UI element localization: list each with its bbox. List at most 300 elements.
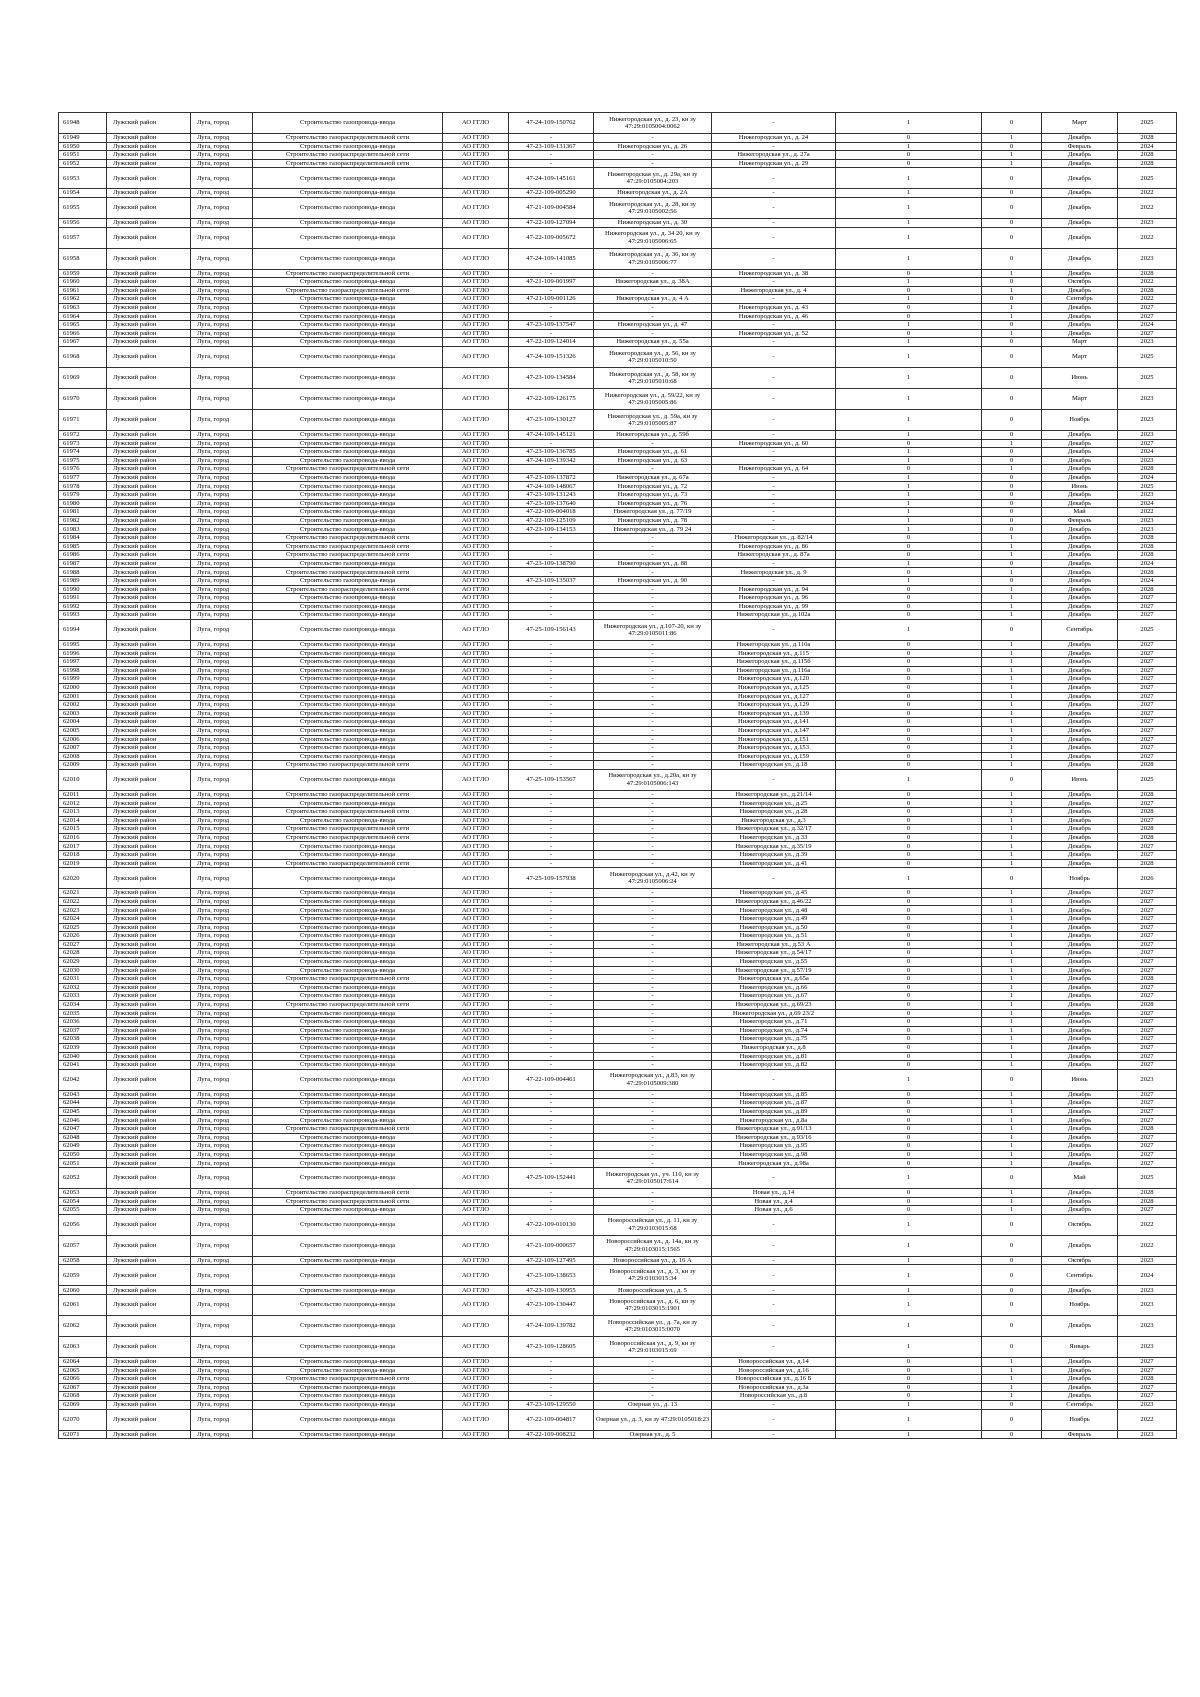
address-cell: Нижегородская ул., д. 46 [712, 312, 836, 321]
flag-2-cell: 1 [982, 889, 1042, 898]
year-cell: 2027 [1118, 842, 1177, 851]
application-number-cell: - [509, 611, 594, 620]
application-number-cell: - [509, 735, 594, 744]
organization-cell: АО ГГЛО [443, 491, 509, 500]
district-cell: Лужский район [107, 1052, 191, 1061]
object-address-cell: - [594, 992, 712, 1001]
work-type-cell: Строительство газораспределительной сети [253, 1375, 443, 1384]
application-number-cell: 47-24-109-145121 [509, 430, 594, 439]
flag-1-cell: 1 [836, 491, 982, 500]
object-address-cell: Нижегородская ул., д. 90 [594, 577, 712, 586]
district-cell: Лужский район [107, 227, 191, 248]
table-row [59, 227, 1177, 248]
year-cell: 2023 [1118, 491, 1177, 500]
flag-1-cell: 0 [836, 1035, 982, 1044]
flag-1-cell: 1 [836, 525, 982, 534]
organization-cell: АО ГГЛО [443, 915, 509, 924]
year-cell: 2025 [1118, 482, 1177, 491]
flag-1-cell: 1 [836, 278, 982, 287]
id-cell: 62038 [59, 1035, 107, 1044]
flag-1-cell: 0 [836, 859, 982, 868]
work-type-cell: Строительство газопровода-ввода [253, 906, 443, 915]
address-cell: Нижегородская ул., д.74 [712, 1026, 836, 1035]
locality-cell: Луга, город [191, 1052, 253, 1061]
flag-2-cell: 0 [982, 278, 1042, 287]
application-number-cell: - [509, 649, 594, 658]
month-cell: Декабрь [1042, 1009, 1118, 1018]
work-type-cell: Строительство газопровода-ввода [253, 1400, 443, 1409]
address-cell: Нижегородская ул., д.35/19 [712, 842, 836, 851]
flag-1-cell: 1 [836, 1286, 982, 1295]
address-cell: Нижегородская ул., д.45 [712, 889, 836, 898]
address-cell: Нижегородская ул., д. 87а [712, 551, 836, 560]
table-row [59, 889, 1177, 898]
district-cell: Лужский район [107, 286, 191, 295]
year-cell: 2027 [1118, 1383, 1177, 1392]
year-cell: 2028 [1118, 568, 1177, 577]
table-row [59, 321, 1177, 330]
application-number-cell: 47-24-109-139782 [509, 1316, 594, 1337]
application-number-cell: - [509, 799, 594, 808]
month-cell: Декабрь [1042, 808, 1118, 817]
id-cell: 62005 [59, 726, 107, 735]
application-number-cell: 47-23-109-135037 [509, 577, 594, 586]
address-cell: - [712, 1214, 836, 1235]
year-cell: 2027 [1118, 312, 1177, 321]
flag-1-cell: 0 [836, 761, 982, 770]
year-cell: 2028 [1118, 808, 1177, 817]
address-cell: Нижегородская ул., д.102а [712, 611, 836, 620]
id-cell: 62003 [59, 709, 107, 718]
locality-cell: Луга, город [191, 692, 253, 701]
object-address-cell: - [594, 1159, 712, 1168]
year-cell: 2027 [1118, 683, 1177, 692]
address-cell: Новороссийская ул., д.8 [712, 1392, 836, 1401]
id-cell: 62063 [59, 1337, 107, 1358]
id-cell: 62010 [59, 769, 107, 790]
flag-1-cell: 1 [836, 248, 982, 269]
locality-cell: Луга, город [191, 1107, 253, 1116]
application-number-cell: 47-23-109-128605 [509, 1337, 594, 1358]
flag-1-cell: 0 [836, 932, 982, 941]
organization-cell: АО ГГЛО [443, 499, 509, 508]
object-address-cell: - [594, 851, 712, 860]
organization-cell: АО ГГЛО [443, 1214, 509, 1235]
organization-cell: АО ГГЛО [443, 1061, 509, 1070]
year-cell: 2027 [1118, 649, 1177, 658]
locality-cell: Луга, город [191, 1316, 253, 1337]
locality-cell: Луга, город [191, 889, 253, 898]
address-cell: - [712, 456, 836, 465]
organization-cell: АО ГГЛО [443, 473, 509, 482]
year-cell: 2027 [1118, 640, 1177, 649]
table-row [59, 1009, 1177, 1018]
work-type-cell: Строительство газопровода-ввода [253, 1168, 443, 1189]
object-address-cell: - [594, 790, 712, 799]
address-cell: - [712, 577, 836, 586]
work-type-cell: Строительство газопровода-ввода [253, 949, 443, 958]
flag-1-cell: 0 [836, 1133, 982, 1142]
organization-cell: АО ГГЛО [443, 134, 509, 143]
address-cell: Нижегородская ул., д. 86 [712, 542, 836, 551]
year-cell: 2027 [1118, 940, 1177, 949]
flag-2-cell: 1 [982, 465, 1042, 474]
district-cell: Лужский район [107, 1295, 191, 1316]
locality-cell: Луга, город [191, 923, 253, 932]
work-type-cell: Строительство газопровода-ввода [253, 1035, 443, 1044]
locality-cell: Луга, город [191, 551, 253, 560]
year-cell: 2028 [1118, 534, 1177, 543]
locality-cell: Луга, город [191, 769, 253, 790]
month-cell: Декабрь [1042, 456, 1118, 465]
year-cell: 2028 [1118, 151, 1177, 160]
flag-1-cell: 0 [836, 983, 982, 992]
locality-cell: Луга, город [191, 1375, 253, 1384]
work-type-cell: Строительство газопровода-ввода [253, 983, 443, 992]
organization-cell: АО ГГЛО [443, 940, 509, 949]
table-row [59, 1316, 1177, 1337]
object-address-cell: - [594, 683, 712, 692]
year-cell: 2027 [1118, 1159, 1177, 1168]
table-row [59, 1099, 1177, 1108]
locality-cell: Луга, город [191, 134, 253, 143]
organization-cell: АО ГГЛО [443, 1392, 509, 1401]
table-row [59, 329, 1177, 338]
flag-2-cell: 1 [982, 1043, 1042, 1052]
application-number-cell: 47-21-109-001997 [509, 278, 594, 287]
locality-cell: Луга, город [191, 1000, 253, 1009]
table-row [59, 542, 1177, 551]
address-cell: Нижегородская ул., д.25 [712, 799, 836, 808]
table-row [59, 525, 1177, 534]
flag-1-cell: 1 [836, 516, 982, 525]
work-type-cell: Строительство газопровода-ввода [253, 1159, 443, 1168]
year-cell: 2028 [1118, 551, 1177, 560]
id-cell: 62007 [59, 744, 107, 753]
year-cell: 2027 [1118, 1133, 1177, 1142]
work-type-cell: Строительство газопровода-ввода [253, 992, 443, 1001]
work-type-cell: Строительство газораспределительной сети [253, 465, 443, 474]
flag-2-cell: 0 [982, 769, 1042, 790]
flag-2-cell: 1 [982, 658, 1042, 667]
address-cell: Нижегородская ул., д.71 [712, 1018, 836, 1027]
year-cell: 2027 [1118, 949, 1177, 958]
flag-2-cell: 0 [982, 1265, 1042, 1286]
district-cell: Лужский район [107, 932, 191, 941]
district-cell: Лужский район [107, 842, 191, 851]
district-cell: Лужский район [107, 1069, 191, 1090]
organization-cell: АО ГГЛО [443, 709, 509, 718]
locality-cell: Луга, город [191, 525, 253, 534]
district-cell: Лужский район [107, 744, 191, 753]
district-cell: Лужский район [107, 329, 191, 338]
application-number-cell: - [509, 1133, 594, 1142]
id-cell: 62006 [59, 735, 107, 744]
month-cell: Декабрь [1042, 1189, 1118, 1198]
address-cell: Нижегородская ул., д. 99 [712, 602, 836, 611]
organization-cell: АО ГГЛО [443, 761, 509, 770]
flag-2-cell: 1 [982, 1099, 1042, 1108]
application-number-cell: - [509, 1383, 594, 1392]
organization-cell: АО ГГЛО [443, 1035, 509, 1044]
flag-1-cell: 0 [836, 1116, 982, 1125]
id-cell: 62048 [59, 1133, 107, 1142]
organization-cell: АО ГГЛО [443, 516, 509, 525]
id-cell: 61980 [59, 499, 107, 508]
id-cell: 61969 [59, 367, 107, 388]
address-cell: Нижегородская ул., д.28 [712, 808, 836, 817]
table-row [59, 790, 1177, 799]
year-cell: 2024 [1118, 321, 1177, 330]
flag-1-cell: 0 [836, 1099, 982, 1108]
month-cell: Декабрь [1042, 542, 1118, 551]
application-number-cell: - [509, 1107, 594, 1116]
id-cell: 62045 [59, 1107, 107, 1116]
district-cell: Лужский район [107, 1043, 191, 1052]
district-cell: Лужский район [107, 889, 191, 898]
id-cell: 61995 [59, 640, 107, 649]
year-cell: 2027 [1118, 1107, 1177, 1116]
table-row [59, 799, 1177, 808]
flag-2-cell: 1 [982, 649, 1042, 658]
id-cell: 62028 [59, 949, 107, 958]
organization-cell: АО ГГЛО [443, 585, 509, 594]
district-cell: Лужский район [107, 816, 191, 825]
month-cell: Декабрь [1042, 1366, 1118, 1375]
locality-cell: Луга, город [191, 142, 253, 151]
table-row [59, 1018, 1177, 1027]
district-cell: Лужский район [107, 321, 191, 330]
table-row [59, 1358, 1177, 1367]
flag-1-cell: 0 [836, 675, 982, 684]
id-cell: 62031 [59, 975, 107, 984]
district-cell: Лужский район [107, 709, 191, 718]
district-cell: Лужский район [107, 1256, 191, 1265]
locality-cell: Луга, город [191, 1295, 253, 1316]
work-type-cell: Строительство газопровода-ввода [253, 1235, 443, 1256]
organization-cell: АО ГГЛО [443, 1009, 509, 1018]
locality-cell: Луга, город [191, 321, 253, 330]
object-address-cell: - [594, 808, 712, 817]
address-cell: Нижегородская ул., д.141 [712, 718, 836, 727]
object-address-cell: - [594, 1099, 712, 1108]
table-row [59, 940, 1177, 949]
district-cell: Лужский район [107, 851, 191, 860]
object-address-cell: - [594, 726, 712, 735]
locality-cell: Луга, город [191, 658, 253, 667]
table-row [59, 709, 1177, 718]
id-cell: 62055 [59, 1206, 107, 1215]
address-cell: Нижегородская ул., д.46/22 [712, 897, 836, 906]
work-type-cell: Строительство газопровода-ввода [253, 752, 443, 761]
flag-1-cell: 0 [836, 465, 982, 474]
district-cell: Лужский район [107, 1026, 191, 1035]
flag-1-cell: 0 [836, 159, 982, 168]
district-cell: Лужский район [107, 1168, 191, 1189]
work-type-cell: Строительство газопровода-ввода [253, 1286, 443, 1295]
work-type-cell: Строительство газораспределительной сети [253, 1000, 443, 1009]
organization-cell: АО ГГЛО [443, 168, 509, 189]
locality-cell: Луга, город [191, 1337, 253, 1358]
work-type-cell: Строительство газопровода-ввода [253, 1265, 443, 1286]
organization-cell: АО ГГЛО [443, 790, 509, 799]
object-address-cell: Нижегородская ул., д. 2А [594, 189, 712, 198]
id-cell: 61997 [59, 658, 107, 667]
work-type-cell: Строительство газопровода-ввода [253, 388, 443, 409]
flag-2-cell: 0 [982, 516, 1042, 525]
application-number-cell: - [509, 542, 594, 551]
object-address-cell: - [594, 1116, 712, 1125]
organization-cell: АО ГГЛО [443, 611, 509, 620]
locality-cell: Луга, город [191, 992, 253, 1001]
district-cell: Лужский район [107, 602, 191, 611]
object-address-cell: Новороссийская ул., д. 9, кн зу 47:29:0103015:69 [594, 1337, 712, 1358]
application-number-cell: - [509, 1043, 594, 1052]
address-cell: - [712, 142, 836, 151]
year-cell: 2023 [1118, 1069, 1177, 1090]
work-type-cell: Строительство газопровода-ввода [253, 940, 443, 949]
organization-cell: АО ГГЛО [443, 1043, 509, 1052]
district-cell: Лужский район [107, 915, 191, 924]
address-cell: Нижегородская ул., д.67 [712, 992, 836, 1001]
month-cell: Декабрь [1042, 329, 1118, 338]
organization-cell: АО ГГЛО [443, 833, 509, 842]
flag-1-cell: 1 [836, 559, 982, 568]
work-type-cell: Строительство газопровода-ввода [253, 701, 443, 710]
application-number-cell: 47-23-109-131367 [509, 142, 594, 151]
work-type-cell: Строительство газопровода-ввода [253, 957, 443, 966]
id-cell: 61948 [59, 113, 107, 134]
application-number-cell: 47-23-109-137872 [509, 473, 594, 482]
locality-cell: Луга, город [191, 286, 253, 295]
application-number-cell: - [509, 585, 594, 594]
flag-1-cell: 1 [836, 456, 982, 465]
locality-cell: Луга, город [191, 1026, 253, 1035]
id-cell: 61973 [59, 439, 107, 448]
district-cell: Лужский район [107, 409, 191, 430]
address-cell: Нижегородская ул., д.50 [712, 923, 836, 932]
work-type-cell: Строительство газопровода-ввода [253, 1206, 443, 1215]
application-number-cell: - [509, 726, 594, 735]
flag-2-cell: 0 [982, 482, 1042, 491]
table-row [59, 915, 1177, 924]
object-address-cell: - [594, 439, 712, 448]
organization-cell: АО ГГЛО [443, 577, 509, 586]
organization-cell: АО ГГЛО [443, 718, 509, 727]
flag-1-cell: 1 [836, 367, 982, 388]
month-cell: Декабрь [1042, 923, 1118, 932]
object-address-cell: Нижегородская ул., д. 72 [594, 482, 712, 491]
address-cell: Нижегородская ул., д. 27а [712, 151, 836, 160]
id-cell: 61999 [59, 675, 107, 684]
address-cell: Нижегородская ул., д.55 [712, 957, 836, 966]
flag-1-cell: 0 [836, 842, 982, 851]
organization-cell: АО ГГЛО [443, 278, 509, 287]
flag-1-cell: 0 [836, 851, 982, 860]
table-row [59, 692, 1177, 701]
month-cell: Декабрь [1042, 833, 1118, 842]
address-cell: Нижегородская ул., д.85 [712, 1090, 836, 1099]
application-number-cell: - [509, 303, 594, 312]
year-cell: 2027 [1118, 1142, 1177, 1151]
flag-2-cell: 0 [982, 168, 1042, 189]
flag-1-cell: 0 [836, 568, 982, 577]
application-number-cell: - [509, 983, 594, 992]
organization-cell: АО ГГЛО [443, 640, 509, 649]
object-address-cell: Нижегородская ул., д. 36, кн зу 47:29:0105006:77 [594, 248, 712, 269]
locality-cell: Луга, город [191, 1099, 253, 1108]
application-number-cell: - [509, 692, 594, 701]
flag-2-cell: 1 [982, 1375, 1042, 1384]
month-cell: Декабрь [1042, 1206, 1118, 1215]
object-address-cell: Нижегородская ул., д. 23, кн зу 47:29:0105004:0062 [594, 113, 712, 134]
work-type-cell: Строительство газораспределительной сети [253, 286, 443, 295]
organization-cell: АО ГГЛО [443, 346, 509, 367]
year-cell: 2023 [1118, 1316, 1177, 1337]
month-cell: Июнь [1042, 367, 1118, 388]
work-type-cell: Строительство газопровода-ввода [253, 1099, 443, 1108]
application-number-cell: - [509, 1035, 594, 1044]
flag-2-cell: 0 [982, 346, 1042, 367]
organization-cell: АО ГГЛО [443, 1383, 509, 1392]
table-row [59, 1150, 1177, 1159]
work-type-cell: Строительство газораспределительной сети [253, 1189, 443, 1198]
flag-1-cell: 1 [836, 321, 982, 330]
organization-cell: АО ГГЛО [443, 534, 509, 543]
month-cell: Декабрь [1042, 744, 1118, 753]
flag-2-cell: 1 [982, 151, 1042, 160]
address-cell: Нижегородская ул., д.115 [712, 649, 836, 658]
object-address-cell: - [594, 568, 712, 577]
flag-1-cell: 0 [836, 1375, 982, 1384]
flag-1-cell: 0 [836, 303, 982, 312]
address-cell: Нижегородская ул., д. 9 [712, 568, 836, 577]
table-row [59, 1235, 1177, 1256]
work-type-cell: Строительство газопровода-ввода [253, 1392, 443, 1401]
organization-cell: АО ГГЛО [443, 1206, 509, 1215]
locality-cell: Луга, город [191, 1286, 253, 1295]
flag-1-cell: 1 [836, 113, 982, 134]
table-row [59, 1090, 1177, 1099]
year-cell: 2027 [1118, 658, 1177, 667]
organization-cell: АО ГГЛО [443, 159, 509, 168]
organization-cell: АО ГГЛО [443, 312, 509, 321]
flag-2-cell: 0 [982, 338, 1042, 347]
district-cell: Лужский район [107, 542, 191, 551]
application-number-cell: 47-23-109-134153 [509, 525, 594, 534]
organization-cell: АО ГГЛО [443, 1366, 509, 1375]
locality-cell: Луга, город [191, 1392, 253, 1401]
flag-1-cell: 1 [836, 295, 982, 304]
address-cell: Новая ул., д.14 [712, 1189, 836, 1198]
organization-cell: АО ГГЛО [443, 735, 509, 744]
table-row [59, 559, 1177, 568]
flag-2-cell: 0 [982, 448, 1042, 457]
year-cell: 2028 [1118, 790, 1177, 799]
district-cell: Лужский район [107, 312, 191, 321]
flag-1-cell: 0 [836, 975, 982, 984]
flag-2-cell: 1 [982, 1358, 1042, 1367]
flag-2-cell: 1 [982, 859, 1042, 868]
object-address-cell: - [594, 1392, 712, 1401]
object-address-cell: - [594, 286, 712, 295]
application-number-cell: 47-22-109-004018 [509, 508, 594, 517]
work-type-cell: Строительство газопровода-ввода [253, 709, 443, 718]
flag-1-cell: 0 [836, 1197, 982, 1206]
month-cell: Декабрь [1042, 859, 1118, 868]
work-type-cell: Строительство газопровода-ввода [253, 816, 443, 825]
district-cell: Лужский район [107, 1035, 191, 1044]
